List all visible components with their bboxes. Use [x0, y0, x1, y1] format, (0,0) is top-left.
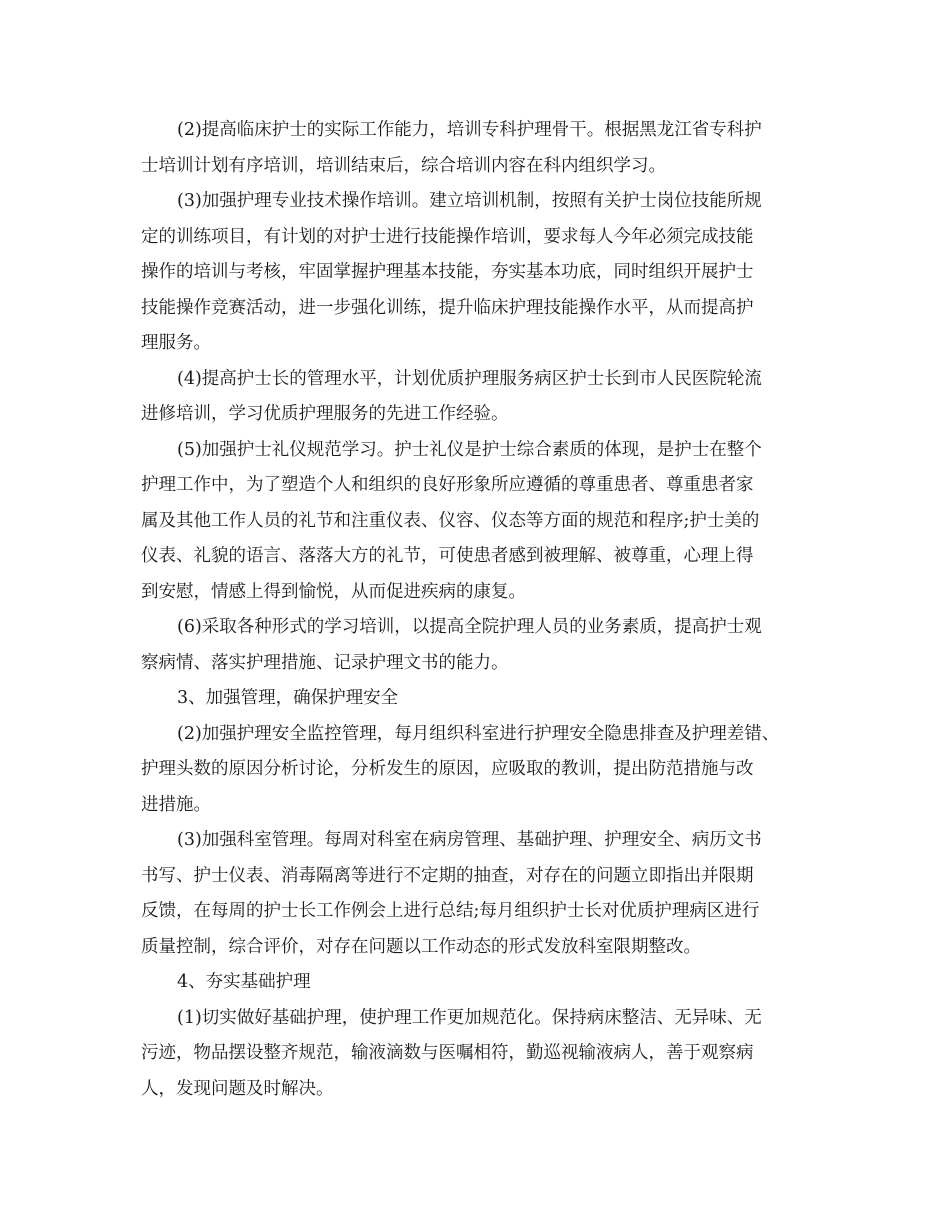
text-line: 人，发现问题及时解决。	[141, 1078, 334, 1099]
text-line: 属及其他工作人员的礼节和注重仪表、仪容、仪态等方面的规范和程序;护士美的	[141, 510, 760, 531]
text-line: 书写、护士仪表、消毒隔离等进行不定期的抽查，对存在的问题立即指出并限期	[141, 865, 754, 886]
text-line: (5)加强护士礼仪规范学习。护士礼仪是护士综合素质的体现，是护士在整个	[177, 439, 762, 460]
text-line: 护理头数的原因分析讨论，分析发生的原因，应吸取的教训，提出防范措施与改	[141, 759, 754, 779]
paragraph	[141, 1001, 821, 1108]
text-line: 定的训练项目，有计划的对护士进行技能操作培训，要求每人今年必须完成技能	[141, 226, 754, 247]
text-line: (2)提高临床护士的实际工作能力，培训专科护理骨干。根据黑龙江省专科护	[177, 120, 762, 140]
text-line: 技能操作竞赛活动，进一步强化训练，提升临床护理技能操作水平，从而提高护	[141, 297, 754, 318]
text-line: 反馈，在每周的护士长工作例会上进行总结;每月组织护士长对优质护理病区进行	[141, 901, 760, 921]
text-line: 质量控制，综合评价，对存在问题以工作动态的形式发放科室限期整改。	[141, 936, 701, 957]
text-line: (2)加强护理安全监控管理，每月组织科室进行护理安全隐患排查及护理差错、	[177, 723, 780, 744]
text-line: 士培训计划有序培训，培训结束后，综合培训内容在科内组织学习。	[141, 155, 666, 176]
text-line: 3、加强管理，确保护理安全	[177, 688, 399, 708]
text-line: 进修培训，学习优质护理服务的先进工作经验。	[141, 404, 509, 424]
text-line: (1)切实做好基础护理，使护理工作更加规范化。保持病床整洁、无异味、无	[177, 1007, 762, 1028]
text-line: (3)加强科室管理。每周对科室在病房管理、基础护理、护理安全、病历文书	[177, 830, 762, 850]
text-line: (3)加强护理专业技术操作培训。建立培训机制，按照有关护士岗位技能所规	[177, 191, 762, 211]
document-body	[141, 113, 821, 1107]
text-line: 操作的培训与考核，牢固掌握护理基本技能，夯实基本功底，同时组织开展护士	[141, 262, 754, 282]
text-line: (4)提高护士长的管理水平，计划优质护理服务病区护士长到市人民医院轮流	[177, 368, 762, 389]
paragraph	[141, 610, 821, 681]
paragraph	[141, 113, 821, 184]
paragraph	[141, 362, 821, 433]
paragraph	[141, 823, 821, 965]
text-line: 护理工作中，为了塑造个人和组织的良好形象所应遵循的尊重患者、尊重患者家	[141, 475, 754, 495]
paragraph	[141, 965, 821, 1001]
paragraph	[141, 433, 821, 611]
text-line: 仪表、礼貌的语言、落落大方的礼节，可使患者感到被理解、被尊重，心理上得	[141, 546, 754, 566]
text-line: 到安慰，情感上得到愉悦，从而促进疾病的康复。	[141, 581, 526, 602]
paragraph	[141, 184, 821, 362]
text-line: 污迹，物品摆设整齐规范，输液滴数与医嘱相符，勤巡视输液病人，善于观察病	[141, 1043, 754, 1063]
text-line: 理服务。	[141, 333, 211, 353]
text-line: 察病情、落实护理措施、记录护理文书的能力。	[141, 652, 509, 673]
text-line: 进措施。	[141, 794, 211, 815]
text-line: (6)采取各种形式的学习培训，以提高全院护理人员的业务素质，提高护士观	[177, 617, 762, 637]
text-line: 4、夯实基础护理	[177, 972, 311, 992]
paragraph	[141, 681, 821, 717]
paragraph	[141, 717, 821, 824]
